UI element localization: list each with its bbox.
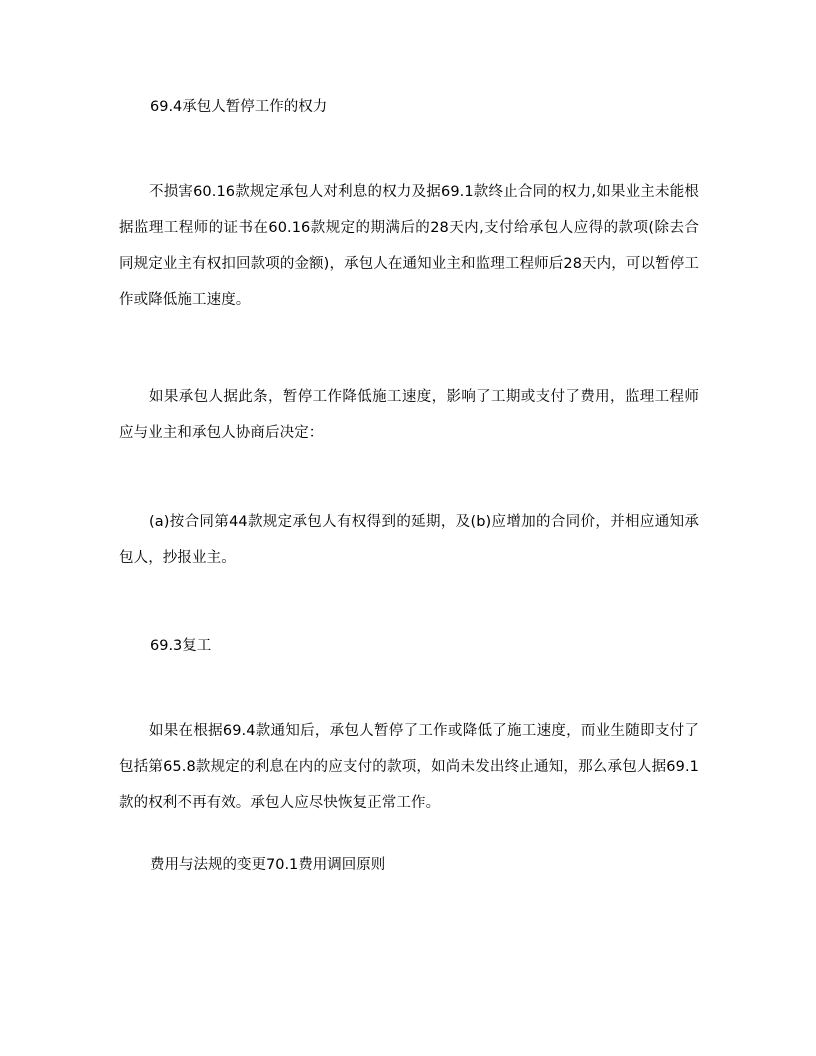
paragraph-suspension-rights: 不损害60.16款规定承包人对利息的权力及据69.1款终止合同的权力,如果业主未能根据监理工程师的证书在60.16款规定的期满后的28天内,支付给承包人应得的款项(除去合同规定业主有权扣回款项的金额)，承包人在通知业主和监理工程师后28天内，可以暂停工作或降低施工速度。 bbox=[119, 184, 699, 308]
section-heading-69-3: 69.3复工 bbox=[150, 638, 212, 654]
paragraph-engineer-decision: 如果承包人据此条，暂停工作降低施工速度，影响了工期或支付了费用，监理工程师应与业主和承包人协商后决定： bbox=[119, 389, 699, 441]
paragraph-extension-and-price: (a)按合同第44款规定承包人有权得到的延期，及(b)应增加的合同价，并相应通知承包人，抄报业主。 bbox=[119, 514, 699, 566]
section-heading-70-1: 费用与法规的变更70.1费用调回原则 bbox=[150, 857, 386, 873]
paragraph-resumption: 如果在根据69.4款通知后，承包人暂停了工作或降低了施工速度，而业生随即支付了包括第65.8款规定的利息在内的应支付的款项，如尚未发出终止通知，那么承包人据69.1款的权利不再有效。承包人应尽快恢复正常工作。 bbox=[119, 723, 699, 811]
section-heading-69-4: 69.4承包人暂停工作的权力 bbox=[150, 99, 328, 115]
